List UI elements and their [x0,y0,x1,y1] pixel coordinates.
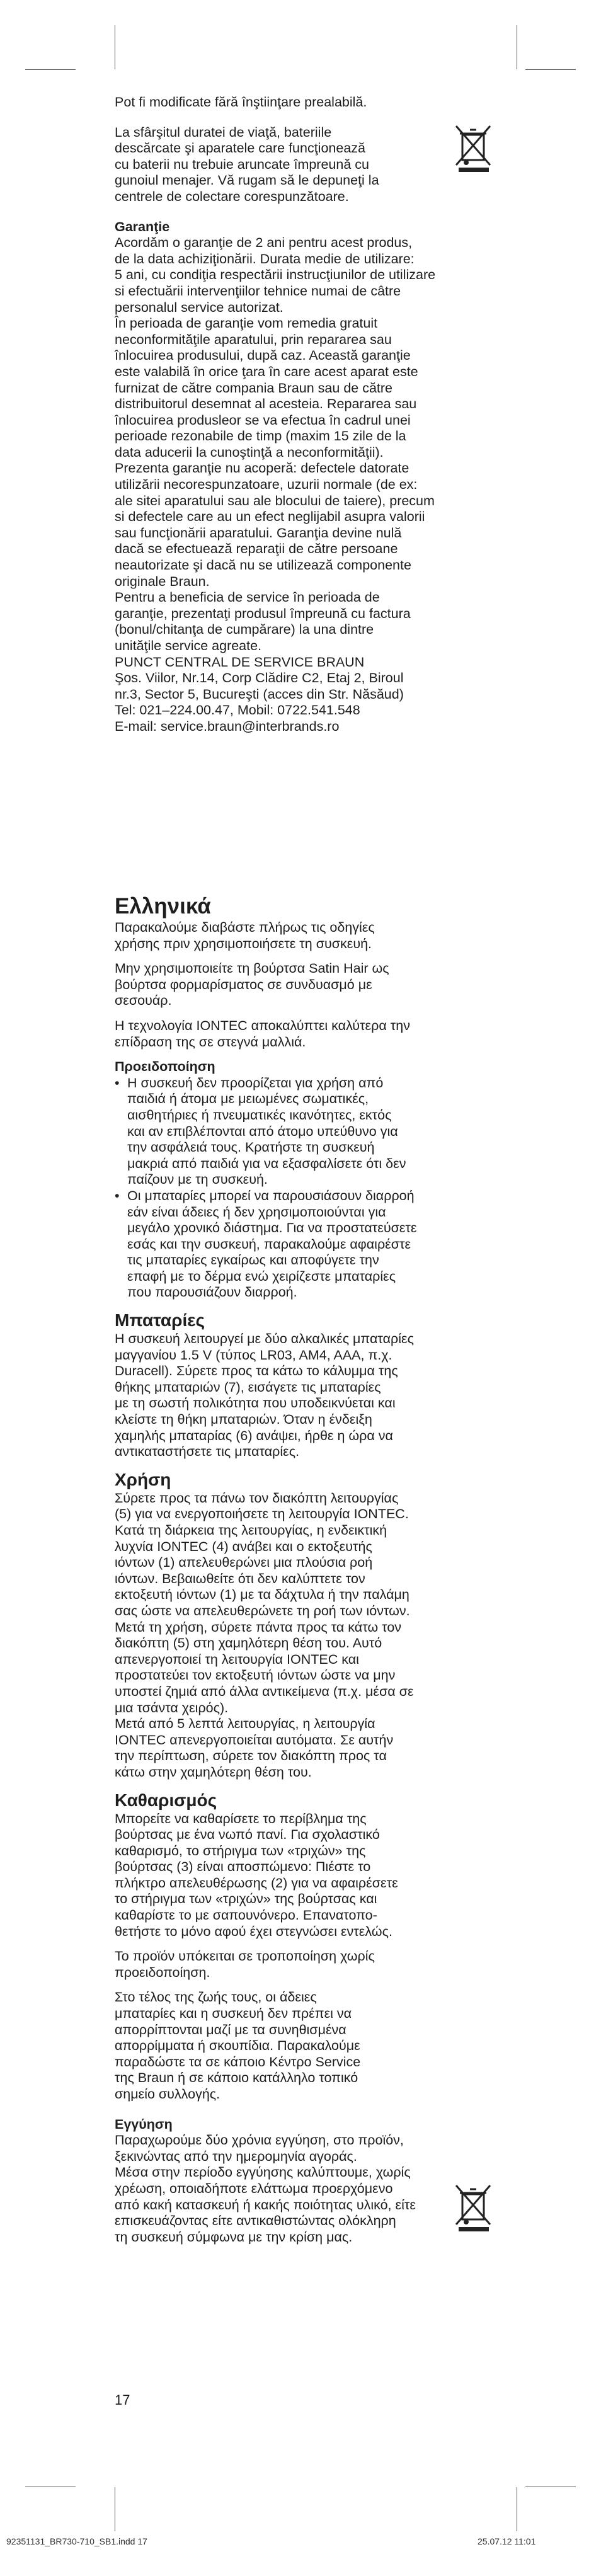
text-line: σεσουάρ. [115,993,172,1009]
intro-paragraph [115,920,461,952]
text-line: από κακή κατασκευή ή κακής ποιότητας υλικό, είτε [115,2197,416,2212]
text-line: βούρτσας (3) είναι αποσπώμενο: Πιέστε το [115,1859,371,1875]
section-heading: Χρήση [115,1469,171,1489]
text-line: την ασφάλειά τους. Κρατήστε τη συσκευή [127,1140,375,1155]
text-line: υποστεί ζημιά από άλλα αντικείμενα (π.χ. μέσα σε [115,1683,414,1699]
text-line: Acordăm o garanţie de 2 ani pentru acest produs, [115,235,413,251]
text-line: επίδραση της σε στεγνά μαλλιά. [115,1034,306,1050]
text-line: ιόντων (1) απελευθερώνει μια πλούσια ροή [115,1555,373,1571]
footer-filename: 92351131_BR730-710_SB1.indd 17 [6,2536,147,2546]
batteries-paragraph [115,1331,461,1460]
section-heading: Garanţie [115,219,170,234]
bullet-item [115,1188,461,1301]
usage-note-paragraph [115,961,461,1009]
disposal-paragraph [115,1989,461,2102]
text-line: Μετά τη χρήση, σύρετε πάντα προς τα κάτω τον [115,1619,402,1635]
text-line: descărcate şi aparatele care funcţionează [115,140,365,156]
text-line: πλήκτρο απελευθέρωσης (2) για να αφαιρέσετε [115,1875,398,1891]
text-line: Μπορείτε να καθαρίσετε το περίβλημα της [115,1811,367,1826]
section-heading: Προειδοποίηση [115,1059,215,1075]
language-title: Ελληνικά [115,894,211,919]
text-line: επαφή με το δέρμα ενώ χειρίζεστε μπαταρίες [127,1268,396,1284]
text-line: σας ώστε να απελευθερώνετε τη ροή των ιόντων. [115,1603,410,1618]
text-line: διακόπτη (5) στη χαμηλότερη θέση του. Αυτό [115,1635,382,1651]
text-line: neconformităţile aparatului, prin repararea sau [115,331,392,347]
text-line: Σύρετε προς τα πάνω τον διακόπτη λειτουργίας [115,1490,399,1506]
text-line: Μετά από 5 λεπτά λειτουργίας, η λειτουργία [115,1716,375,1732]
text-line: εκτοξευτή ιόντων (1) με τα δάχτυλα ή την παλάμη [115,1587,409,1603]
text-line: μπαταρίες και η συσκευή δεν πρέπει να [115,2006,352,2022]
text-line: IONTEC απενεργοποιείται αυτόματα. Σε αυτήν [115,1732,394,1748]
text-line: τη συσκευή σύμφωνα με την κρίση μας. [115,2229,353,2245]
text-line: Οι μπαταρίες μπορεί να παρουσιάσουν διαρροή [127,1188,415,1203]
iontec-paragraph [115,1018,461,1050]
bullet-symbol: • [115,1075,120,1091]
disposal-paragraph [115,125,461,205]
text-line: nr.3, Sector 5, Bucureşti (acces din Str. Năsăud) [115,686,404,702]
text-line: της Braun ή σε κάποιο κατάλληλο τοπικό [115,2070,358,2086]
text-line: dacă se efectuează reparaţii de către persoane [115,541,398,557]
text-line: με τη σωστή πολικότητα που υποδεικνύεται και [115,1395,396,1411]
text-line: χαμηλής μπαταρίας (6) ανάψει, ήρθε η ώρα να [115,1428,393,1443]
text-line: înlocuirea produsului, după caz. Această garanţie [115,348,411,364]
text-line: καθαρισμό, το στήριγμα των «τριχών» της [115,1843,366,1858]
text-line: λυχνία IONTEC (4) ανάβει και ο εκτοξευτής [115,1538,372,1554]
text-line: χρέωση, οποιαδήποτε ελάττωμα προερχόμενο [115,2180,393,2196]
text-line: βούρτσας με ένα νωπό πανί. Για σχολαστικό [115,1827,380,1843]
text-line: Παραχωρούμε δύο χρόνια εγγύηση, στο προϊόν, [115,2132,404,2148]
text-line: εσάς και την συσκευή, παρακαλούμε αφαιρέστε [127,1236,411,1252]
text-line: παίζουν με τη συσκευή. [127,1172,268,1188]
text-line: ιόντων. Βεβαιωθείτε ότι δεν καλύπτετε τον [115,1571,365,1586]
text-line: distribuitorul desemnat al acesteia. Repararea sau [115,396,417,412]
text-line: μια τσάντα χειρός). [115,1700,229,1715]
text-line: καθαρίστε το με σαπουνόνερο. Επανατοπο- [115,1908,377,1923]
text-line: που παρουσιάζουν διαρροή. [127,1285,297,1300]
text-line: Κατά τη διάρκεια της λειτουργίας, η ενδεικτική [115,1523,387,1538]
text-line: χρήσης πριν χρησιμοποιήσετε τη συσκευή. [115,936,372,951]
text-line: perioade rezonabile de timp (maxim 15 zile de la [115,428,406,444]
text-line: garanţie, prezentaţi produsul împreună cu factura [115,605,411,621]
text-line: (5) για να ενεργοποιήσετε τη λειτουργία IONTEC. [115,1506,409,1522]
text-line: E-mail: service.braun@interbrands.ro [115,718,340,734]
text-line: 5 ani, cu condiţia respectării instrucţiunilor de utilizare [115,267,436,283]
section-heading: Καθαρισμός [115,1790,217,1810]
crop-mark [525,69,576,70]
text-line: neautorizate şi dacă nu se utilizează componente [115,558,411,573]
text-line: θετήστε το μόνο αφού έχει στεγνώσει εντελώς. [115,1923,392,1939]
text-line: τις μπαταρίες εγκαίρως και αποφύγετε την [127,1252,379,1268]
warranty-paragraph [115,235,461,735]
text-line: το στήριγμα των «τριχών» της βούρτσας και [115,1891,377,1907]
text-line: κλείστε τη θήκη μπαταριών. Όταν η ένδειξη [115,1412,372,1428]
text-line: μεγάλο χρονικό διάστημα. Για να προστατεύσετε [127,1220,417,1236]
text-line: de la data achiziţionării. Durata medie de utilizare: [115,251,415,266]
text-line: αντικαταστήσετε τις μπαταρίες. [115,1444,300,1460]
crop-mark [25,69,76,70]
text-line: originale Braun. [115,573,210,589]
text-line: sau funcţionării aparatului. Garanţia devine nulă [115,525,402,541]
text-line: την περίπτωση, σύρετε τον διακόπτη προς τα [115,1748,387,1764]
text-line: este valabilă în orice ţara în care acest aparat este [115,364,418,379]
text-line: μαγγανίου 1.5 V (τύπος LR03, AM4, AAA, π.χ. [115,1347,392,1363]
text-line: Η συσκευή δεν προορίζεται για χρήση από [127,1075,384,1091]
text-line: παιδιά ή άτομα με μειωμένες σωματικές, [127,1091,369,1107]
guarantee-paragraph [115,2132,461,2245]
bullet-item [115,1075,461,1188]
text-line: Μην χρησιμοποιείτε τη βούρτσα Satin Hair ως [115,961,389,976]
text-line: unităţile service agreate. [115,638,262,653]
text-line: furnizat de către compania Braun sau de către [115,380,393,396]
text-line: gunoiul menajer. Vă rugam să le depuneţi la [115,173,379,188]
text-line: βούρτσα φορμαρίσματος σε συνδυασμό με [115,976,372,992]
bullet-symbol: • [115,1188,120,1203]
text-line: PUNCT CENTRAL DE SERVICE BRAUN [115,654,365,670]
text-line: και αν επιβλέπονται από άτομο υπεύθυνο για [127,1123,398,1139]
text-line: (bonul/chitanţa de cumpărare) la una dintre [115,622,374,638]
text-line: ξεκινώντας από την ημερομηνία αγοράς. [115,2148,357,2164]
text-line: απενεργοποιεί τη λειτουργία IONTEC και [115,1651,359,1667]
text-line: utilizării necorespunzatoare, uzurii normale (de ex: [115,477,418,493]
text-line: cu baterii nu trebuie aruncate împreună cu [115,156,369,172]
text-line: εάν είναι άδειες ή δεν χρησιμοποιούνται για [127,1204,386,1220]
change-notice-paragraph [115,1949,461,1981]
text-line: Το προϊόν υπόκειται σε τροποποίηση χωρίς [115,1949,375,1964]
text-line: Pentru a beneficia de service în perioada de [115,590,380,605]
text-line: ale sitei aparatului sau ale blocului de taiere), precum [115,493,435,508]
text-line: În perioada de garanţie vom remedia gratuit [115,316,378,331]
text-line: Παρακαλούμε διαβάστε πλήρως τις οδηγίες [115,920,375,935]
text-line: θήκης μπαταριών (7), εισάγετε τις μπαταρίες [115,1379,381,1395]
text-line: La sfârşitul duratei de viaţă, bateriile [115,124,332,140]
section-heading: Μπαταρίες [115,1310,205,1331]
text-line: Η τεχνολογία IONTEC αποκαλύπτει καλύτερα την [115,1017,410,1033]
text-line: centrele de colectare corespunzătoare. [115,188,349,204]
text-line: înlocuirea produsleor se va efectua în cadrul unei [115,412,411,428]
text-line: Tel: 021–224.00.47, Mobil: 0722.541.548 [115,702,360,718]
text-line: παραδώστε τα σε κάποιο Κέντρο Service [115,2054,361,2069]
greek-section [115,893,461,2245]
text-line: σημείο συλλογής. [115,2087,220,2102]
text-line: si defectele care au un efect neglijabil asupra valorii [115,509,425,525]
text-line: Στο τέλος της ζωής τους, οι άδειες [115,1989,317,2005]
text-line: Η συσκευή λειτουργεί με δύο αλκαλικές μπαταρίες [115,1331,414,1347]
notice-text: Pot fi modificate fără înştiinţare prealabilă. [115,94,367,110]
text-line: επισκευάζοντας είτε αντικαθιστώντας ολόκληρη [115,2213,396,2229]
use-paragraph [115,1491,461,1781]
page-number: 17 [115,2392,130,2408]
text-line: κάτω στην χαμηλότερη θέση του. [115,1764,312,1780]
text-line: απορρίμματα ή σκουπίδια. Παρακαλούμε [115,2038,360,2054]
text-line: personalul service autorizat. [115,299,283,315]
cleaning-paragraph [115,1811,461,1940]
text-line: Şos. Viilor, Nr.14, Corp Clădire C2, Etaj 2, Biroul [115,670,404,686]
text-line: Prezenta garanţie nu acoperă: defectele datorate [115,461,409,476]
text-line: data aducerii la cunoştinţă a neconformităţii). [115,444,384,460]
text-line: Μέσα στην περίοδο εγγύησης καλύπτουμε, χωρίς [115,2165,411,2180]
text-line: απορρίπτονται μαζί με τα συνηθισμένα [115,2022,346,2037]
text-line: προειδοποίηση. [115,1964,210,1980]
text-line: προστατεύει τον εκτοξευτή ιόντων ώστε να μην [115,1668,396,1683]
romanian-section [115,94,461,735]
text-line: Duracell). Σύρετε προς τα κάτω το κάλυμμα της [115,1363,398,1379]
text-line: αισθητήριες ή πνευματικές ικανότητες, εκτός [127,1107,392,1123]
text-line: μακριά από παιδιά για να εξασφαλίσετε ότι δεν [127,1155,406,1171]
text-line: si efectuării intervenţiilor tehnice numai de câtre [115,283,401,299]
section-heading: Εγγύηση [115,2116,173,2132]
footer-datetime: 25.07.12 11:01 [478,2536,536,2546]
